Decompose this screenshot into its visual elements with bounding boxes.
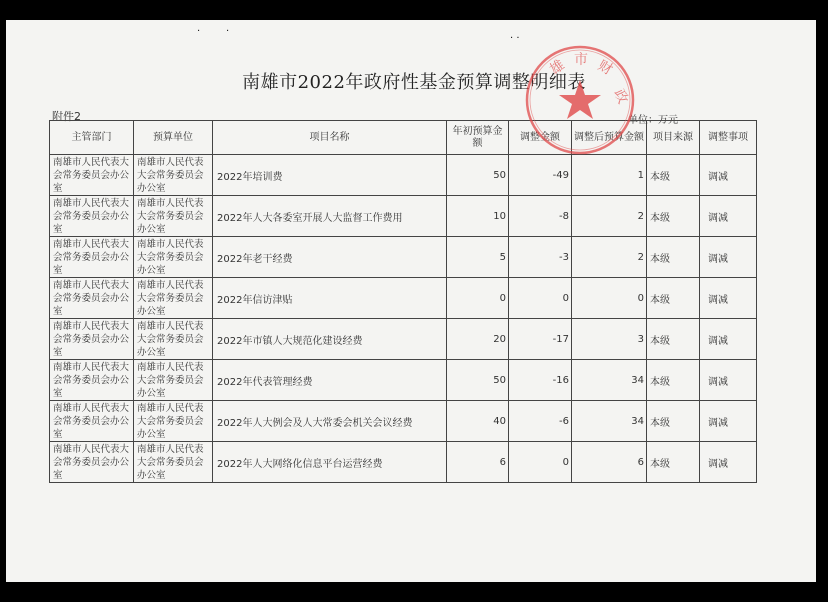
cell-initial-budget: 20 bbox=[447, 319, 509, 360]
cell-budget-unit: 南雄市人民代表大会常务委员会办公室 bbox=[134, 401, 213, 442]
cell-adjustment: -49 bbox=[509, 155, 572, 196]
cell-initial-budget: 10 bbox=[447, 196, 509, 237]
cell-adjust-action: 调减 bbox=[700, 360, 757, 401]
cell-budget-unit: 南雄市人民代表大会常务委员会办公室 bbox=[134, 360, 213, 401]
cell-project-name: 2022年信访津贴 bbox=[213, 278, 447, 319]
cell-initial-budget: 0 bbox=[447, 278, 509, 319]
cell-adjusted-budget: 0 bbox=[572, 278, 647, 319]
cell-project-source: 本级 bbox=[647, 278, 700, 319]
cell-initial-budget: 50 bbox=[447, 155, 509, 196]
cell-adjust-action: 调减 bbox=[700, 237, 757, 278]
scan-speck: · bbox=[226, 26, 230, 37]
table-row bbox=[50, 401, 757, 442]
cell-adjusted-budget: 6 bbox=[572, 442, 647, 483]
cell-dept: 南雄市人民代表大会常务委员会办公室 bbox=[50, 442, 134, 483]
cell-dept: 南雄市人民代表大会常务委员会办公室 bbox=[50, 278, 134, 319]
table-row bbox=[50, 360, 757, 401]
cell-adjusted-budget: 2 bbox=[572, 196, 647, 237]
cell-adjustment: -17 bbox=[509, 319, 572, 360]
cell-adjust-action: 调减 bbox=[700, 442, 757, 483]
svg-text:财: 财 bbox=[595, 57, 616, 79]
column-header: 年初预算金额 bbox=[447, 121, 509, 155]
cell-dept: 南雄市人民代表大会常务委员会办公室 bbox=[50, 155, 134, 196]
column-header: 项目名称 bbox=[213, 121, 447, 155]
cell-adjustment: 0 bbox=[509, 442, 572, 483]
budget-table bbox=[49, 120, 757, 483]
cell-project-name: 2022年市镇人大规范化建设经费 bbox=[213, 319, 447, 360]
cell-adjustment: -8 bbox=[509, 196, 572, 237]
cell-adjust-action: 调减 bbox=[700, 278, 757, 319]
cell-adjust-action: 调减 bbox=[700, 196, 757, 237]
column-header: 调整后预算金额 bbox=[572, 121, 647, 155]
table-row bbox=[50, 442, 757, 483]
table-header-row bbox=[50, 121, 757, 155]
table-row bbox=[50, 319, 757, 360]
star-icon bbox=[559, 80, 601, 119]
cell-adjustment: -3 bbox=[509, 237, 572, 278]
column-header: 项目来源 bbox=[647, 121, 700, 155]
scan-speck: · · bbox=[510, 33, 520, 44]
table-row bbox=[50, 237, 757, 278]
cell-adjusted-budget: 2 bbox=[572, 237, 647, 278]
cell-dept: 南雄市人民代表大会常务委员会办公室 bbox=[50, 401, 134, 442]
cell-project-name: 2022年人大网络化信息平台运营经费 bbox=[213, 442, 447, 483]
cell-adjust-action: 调减 bbox=[700, 155, 757, 196]
cell-adjusted-budget: 1 bbox=[572, 155, 647, 196]
cell-adjusted-budget: 34 bbox=[572, 401, 647, 442]
table-row bbox=[50, 278, 757, 319]
cell-adjust-action: 调减 bbox=[700, 401, 757, 442]
official-seal-stamp bbox=[522, 42, 638, 158]
svg-text:雄: 雄 bbox=[547, 57, 568, 79]
cell-initial-budget: 6 bbox=[447, 442, 509, 483]
cell-adjustment: -6 bbox=[509, 401, 572, 442]
table-row bbox=[50, 196, 757, 237]
cell-project-source: 本级 bbox=[647, 155, 700, 196]
cell-dept: 南雄市人民代表大会常务委员会办公室 bbox=[50, 319, 134, 360]
cell-adjusted-budget: 3 bbox=[572, 319, 647, 360]
svg-text:政: 政 bbox=[610, 86, 631, 107]
cell-dept: 南雄市人民代表大会常务委员会办公室 bbox=[50, 360, 134, 401]
cell-budget-unit: 南雄市人民代表大会常务委员会办公室 bbox=[134, 319, 213, 360]
cell-budget-unit: 南雄市人民代表大会常务委员会办公室 bbox=[134, 196, 213, 237]
cell-adjusted-budget: 34 bbox=[572, 360, 647, 401]
column-header: 调整事项 bbox=[700, 121, 757, 155]
cell-project-name: 2022年代表管理经费 bbox=[213, 360, 447, 401]
cell-budget-unit: 南雄市人民代表大会常务委员会办公室 bbox=[134, 155, 213, 196]
cell-budget-unit: 南雄市人民代表大会常务委员会办公室 bbox=[134, 278, 213, 319]
cell-project-name: 2022年老干经费 bbox=[213, 237, 447, 278]
cell-project-source: 本级 bbox=[647, 360, 700, 401]
cell-project-name: 2022年人大例会及人大常委会机关会议经费 bbox=[213, 401, 447, 442]
column-header: 调整金额 bbox=[509, 121, 572, 155]
column-header: 预算单位 bbox=[134, 121, 213, 155]
cell-adjust-action: 调减 bbox=[700, 319, 757, 360]
table-row bbox=[50, 155, 757, 196]
cell-initial-budget: 40 bbox=[447, 401, 509, 442]
cell-dept: 南雄市人民代表大会常务委员会办公室 bbox=[50, 196, 134, 237]
cell-adjustment: -16 bbox=[509, 360, 572, 401]
cell-project-source: 本级 bbox=[647, 401, 700, 442]
column-header: 主管部门 bbox=[50, 121, 134, 155]
table-body bbox=[50, 155, 757, 483]
cell-project-name: 2022年培训费 bbox=[213, 155, 447, 196]
cell-initial-budget: 50 bbox=[447, 360, 509, 401]
cell-budget-unit: 南雄市人民代表大会常务委员会办公室 bbox=[134, 442, 213, 483]
cell-budget-unit: 南雄市人民代表大会常务委员会办公室 bbox=[134, 237, 213, 278]
unit-label: 单位：万元 bbox=[628, 115, 678, 126]
cell-initial-budget: 5 bbox=[447, 237, 509, 278]
attachment-label: 附件2 bbox=[52, 110, 81, 123]
scan-speck: · bbox=[197, 26, 201, 37]
cell-project-source: 本级 bbox=[647, 237, 700, 278]
cell-adjustment: 0 bbox=[509, 278, 572, 319]
svg-text:市: 市 bbox=[574, 52, 588, 68]
cell-project-name: 2022年人大各委室开展人大监督工作费用 bbox=[213, 196, 447, 237]
cell-project-source: 本级 bbox=[647, 196, 700, 237]
cell-project-source: 本级 bbox=[647, 442, 700, 483]
document-title: 南雄市2022年政府性基金预算调整明细表 bbox=[242, 72, 586, 93]
cell-dept: 南雄市人民代表大会常务委员会办公室 bbox=[50, 237, 134, 278]
cell-project-source: 本级 bbox=[647, 319, 700, 360]
